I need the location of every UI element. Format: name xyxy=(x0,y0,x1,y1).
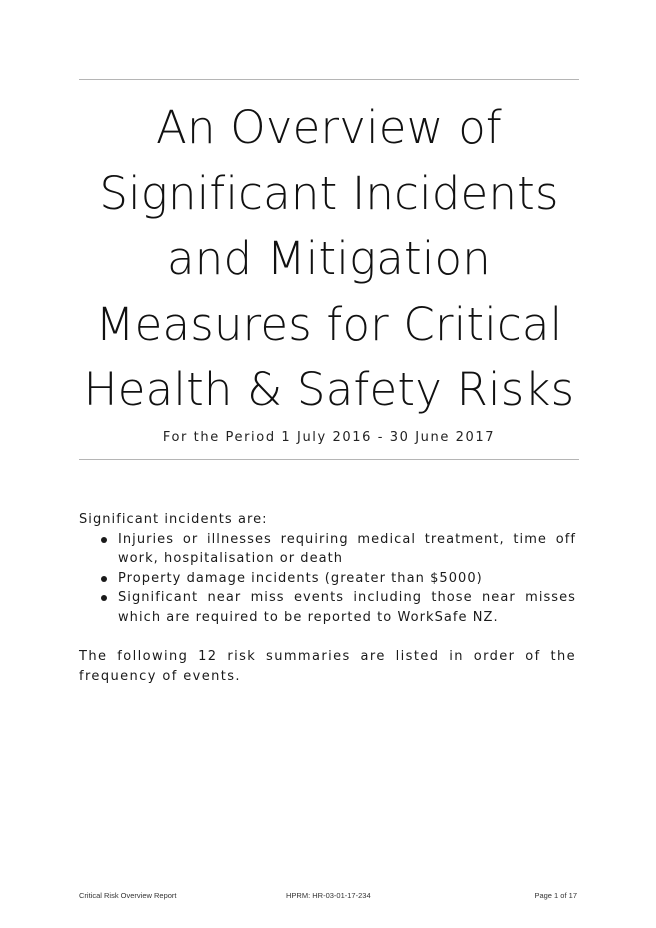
footer-page-number: Page 1 of 17 xyxy=(534,891,577,900)
footer-report-name: Critical Risk Overview Report xyxy=(79,891,177,900)
bottom-divider xyxy=(79,459,579,460)
list-item-text: Property damage incidents (greater than $5000) xyxy=(118,570,483,586)
closing-text: The following 12 risk summaries are listed in order of the frequency of events. xyxy=(79,649,576,684)
footer-hprm-reference: HPRM: HR-03-01-17-234 xyxy=(286,891,371,900)
list-item xyxy=(79,588,576,627)
list-item xyxy=(79,569,576,589)
reporting-period: For the Period 1 July 2016 - 30 June 2017 xyxy=(162,430,496,445)
list-item-text: Injuries or illnesses requiring medical treatment, time off work, hospitalisation or death xyxy=(118,531,576,566)
body-section xyxy=(79,510,576,686)
title-line: An Overview of xyxy=(156,101,502,154)
title-line: Measures for Critical xyxy=(95,297,563,351)
list-item xyxy=(79,530,576,569)
bullet-icon xyxy=(101,595,107,601)
title-line: and Mitigation xyxy=(166,232,492,285)
title-line: Significant Incidents xyxy=(99,166,559,220)
top-divider xyxy=(79,79,579,80)
document-title xyxy=(60,95,598,423)
bullet-icon xyxy=(101,576,107,582)
intro-text: Significant incidents are: xyxy=(79,512,268,527)
incident-type-list xyxy=(79,530,576,628)
bullet-icon xyxy=(101,537,107,543)
page-footer xyxy=(79,891,577,900)
list-item-text: Significant near miss events including those near misses which are required to be reported to WorkSafe NZ. xyxy=(118,590,576,625)
title-line: Health & Safety Risks xyxy=(83,363,575,416)
